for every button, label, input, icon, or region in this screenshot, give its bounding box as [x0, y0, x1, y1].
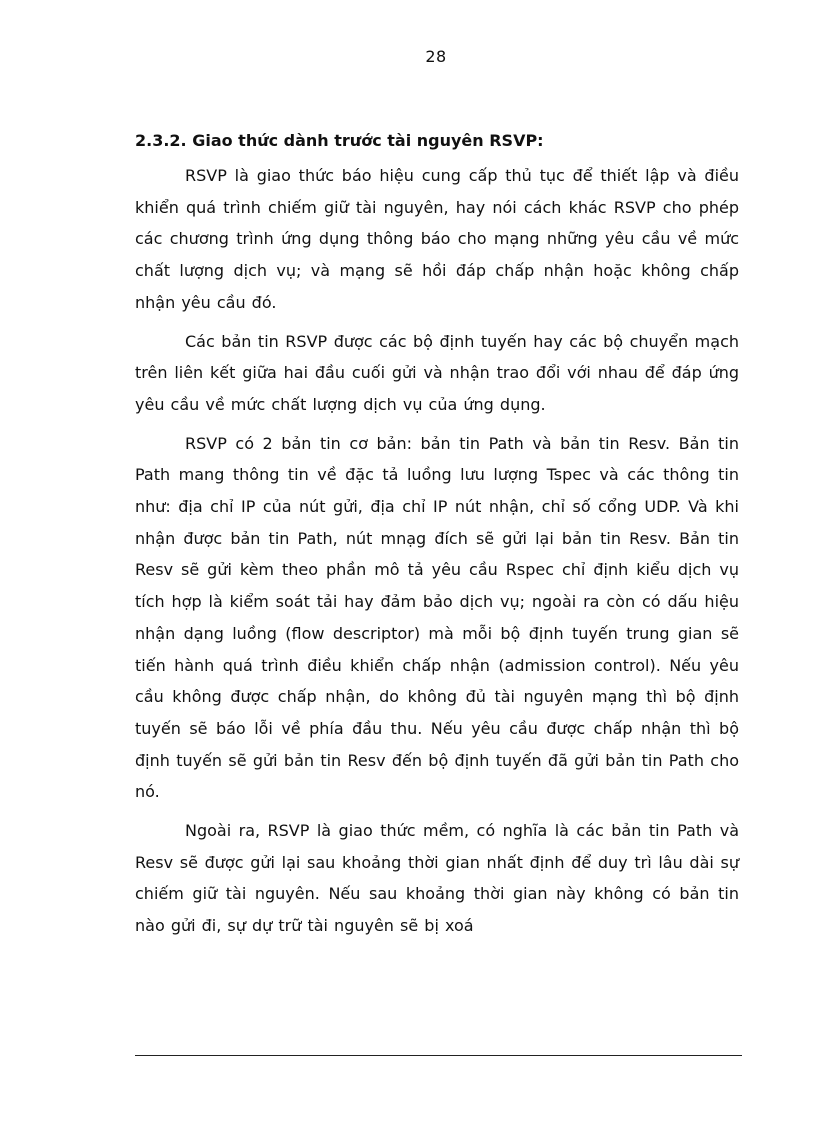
- paragraph-2: Các bản tin RSVP được các bộ định tuyến hay các bộ chuyển mạch trên liên kết giữa hai đầu cuối gửi và nhận trao đổi với nhau để đáp ứng yêu cầu về mức chất lượng dịch vụ của ứng dụng.: [135, 331, 739, 414]
- page-number: 28: [425, 47, 447, 66]
- footer-divider: [135, 1055, 742, 1056]
- paragraph-4: Ngoài ra, RSVP là giao thức mềm, có nghĩa là các bản tin Path và Resv sẽ được gửi lại sau khoảng thời gian nhất định để duy trì lâu dài sự chiếm giữ tài nguyên. Nếu sau khoảng thời gian này không có bản tin nào gửi đi, sự dự trữ tài nguyên sẽ bị xoá: [135, 821, 739, 936]
- section-heading: 2.3.2. Giao thức dành trước tài nguyên RSVP:: [135, 131, 544, 150]
- paragraph-3: RSVP có 2 bản tin cơ bản: bản tin Path và bản tin Resv. Bản tin Path mang thông tin về đặc tả luồng lưu lượng Tspec và các thông tin như: địa chỉ IP của nút gửi, địa chỉ IP nút nhận, chỉ số cổng UDP. Và khi nhận được bản tin Path, nút mnạg đích sẽ gửi lại bản tin Resv. Bản tin Resv sẽ gửi kèm theo phần mô tả yêu cầu Rspec chỉ định kiểu dịch vụ tích hợp là kiểm soát tải hay đảm bảo dịch vụ; ngoài ra còn có dấu hiệu nhận dạng luồng (flow descriptor) mà mỗi bộ định tuyến trung gian sẽ tiến hành quá trình điều khiển chấp nhận (admission control). Nếu yêu cầu không được chấp nhận, do không đủ tài nguyên mạng thì bộ định tuyến sẽ báo lỗi về phía đầu thu. Nếu yêu cầu được chấp nhận thì bộ định tuyến sẽ gửi bản tin Resv đến bộ định tuyến đã gửi bản tin Path cho nó.: [135, 433, 739, 802]
- paragraph-1: RSVP là giao thức báo hiệu cung cấp thủ tục để thiết lập và điều khiển quá trình chiếm giữ tài nguyên, hay nói cách khác RSVP cho phép các chương trình ứng dụng thông báo cho mạng những yêu cầu về mức chất lượng dịch vụ; và mạng sẽ hồi đáp chấp nhận hoặc không chấp nhận yêu cầu đó.: [135, 166, 739, 312]
- page-body: [135, 126, 739, 949]
